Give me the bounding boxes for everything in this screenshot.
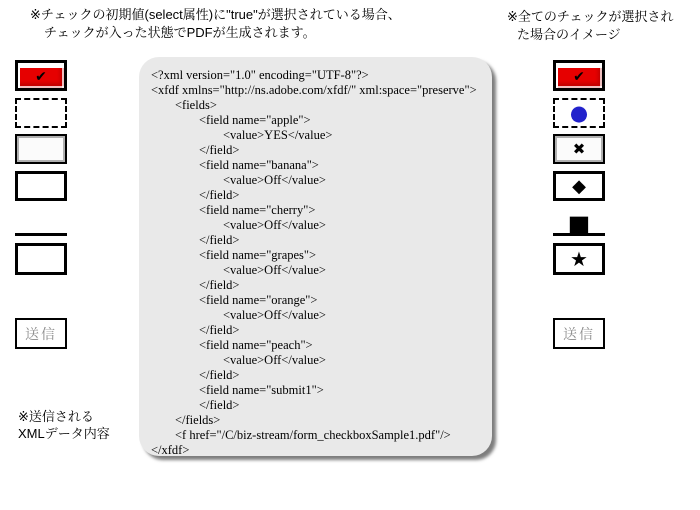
note-line: ※全てのチェックが選択され — [507, 9, 674, 24]
checkbox-inner-frame — [17, 136, 65, 162]
code-line: <value>Off</value> — [223, 173, 326, 187]
note-line: た場合のイメージ — [517, 27, 621, 42]
checkbox-apple[interactable] — [15, 60, 67, 91]
code-line: <value>Off</value> — [223, 353, 326, 367]
code-line: </field> — [199, 188, 240, 202]
code-line: <value>Off</value> — [223, 218, 326, 232]
code-line: <field name="orange"> — [199, 293, 318, 307]
code-line: </field> — [199, 143, 240, 157]
form-preview-all-checked — [553, 0, 605, 510]
code-line: </field> — [199, 278, 240, 292]
submit-button[interactable]: 送信 — [15, 318, 67, 349]
checkbox-peach[interactable] — [553, 243, 605, 275]
checkbox-banana[interactable] — [15, 98, 67, 128]
star-icon: ★ — [570, 247, 588, 271]
code-line: <field name="cherry"> — [199, 203, 316, 217]
code-line: <fields> — [175, 98, 217, 112]
code-line: </fields> — [175, 413, 221, 427]
code-line: <xfdf xmlns="http://ns.adobe.com/xfdf/" xml:space="preserve"> — [151, 83, 477, 97]
circle-icon: ● — [569, 101, 589, 125]
code-line: <value>Off</value> — [223, 263, 326, 277]
checkbox-cherry[interactable] — [15, 134, 67, 164]
code-line: <?xml version="1.0" encoding="UTF-8"?> — [151, 68, 369, 82]
code-line: <value>YES</value> — [223, 128, 333, 142]
code-line: </field> — [199, 323, 240, 337]
checkbox-banana[interactable] — [553, 98, 605, 128]
code-line: <f href="/C/biz-stream/form_checkboxSample1.pdf"/> — [175, 428, 451, 442]
diamond-icon: ◆ — [572, 175, 586, 197]
checkbox-peach[interactable] — [15, 243, 67, 275]
code-line: </field> — [199, 233, 240, 247]
checkbox-inner-frame — [555, 136, 603, 162]
note-initial-value — [30, 6, 401, 42]
code-line: </xfdf> — [151, 443, 190, 457]
square-icon: ■ — [567, 210, 591, 238]
cross-icon: ✖ — [572, 140, 586, 158]
note-xml-data — [18, 408, 110, 442]
note-line: ※チェックの初期値(select属性)に"true"が選択されている場合、 — [30, 7, 401, 22]
submit-button[interactable]: 送信 — [553, 318, 605, 349]
code-line: <field name="submit1"> — [199, 383, 324, 397]
note-line: ※送信される — [18, 409, 94, 424]
note-line: XMLデータ内容 — [18, 426, 110, 441]
checkbox-orange[interactable] — [553, 210, 605, 236]
note-line: チェックが入った状態でPDFが生成されます。 — [44, 25, 316, 40]
xfdf-code-panel — [139, 57, 492, 456]
code-line: <field name="peach"> — [199, 338, 313, 352]
code-line: <field name="banana"> — [199, 158, 319, 172]
checkbox-orange[interactable] — [15, 210, 67, 236]
checkbox-cherry[interactable] — [553, 134, 605, 164]
checkbox-apple[interactable] — [553, 60, 605, 91]
code-line: <value>Off</value> — [223, 308, 326, 322]
check-icon: ✔ — [35, 69, 47, 85]
code-line: </field> — [199, 398, 240, 412]
code-line: <field name="grapes"> — [199, 248, 317, 262]
checkbox-grapes[interactable] — [15, 171, 67, 201]
checkbox-grapes[interactable] — [553, 171, 605, 201]
code-line: </field> — [199, 368, 240, 382]
code-line: <field name="apple"> — [199, 113, 311, 127]
check-icon: ✔ — [573, 69, 585, 85]
